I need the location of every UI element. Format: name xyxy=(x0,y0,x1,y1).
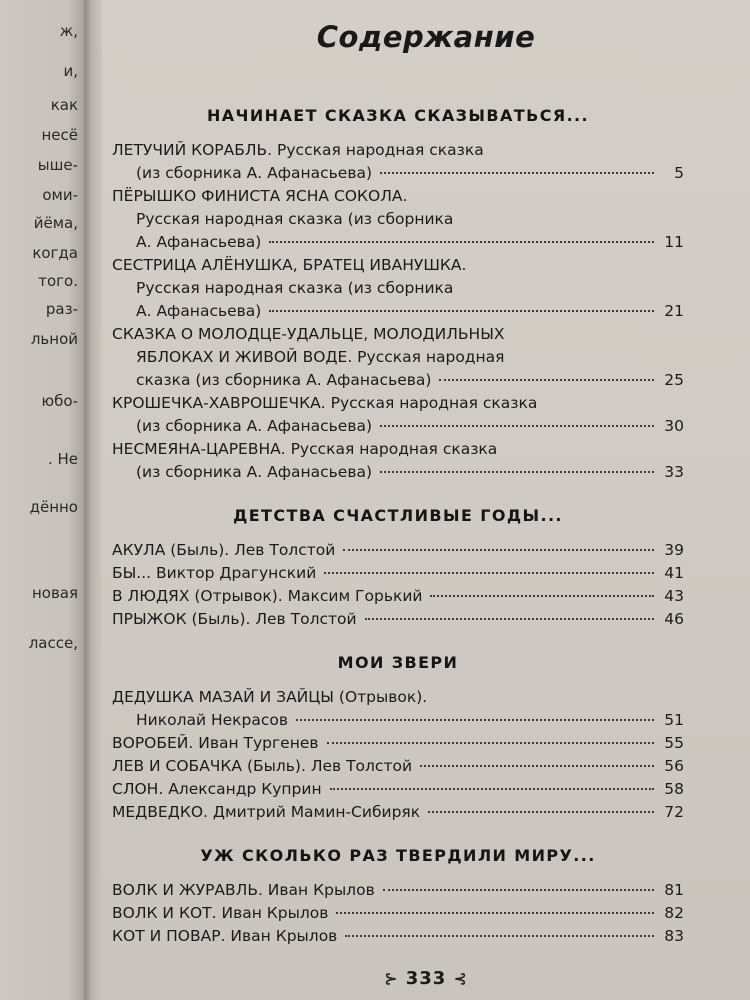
entry-last-line xyxy=(112,300,684,323)
toc-entry[interactable] xyxy=(112,801,684,824)
entry-page-number: 72 xyxy=(664,803,684,821)
toc-entry[interactable] xyxy=(112,323,684,392)
page-title: Содержание xyxy=(316,20,536,54)
previous-page-text-fragment: когда xyxy=(32,244,78,262)
dot-leader xyxy=(380,172,654,174)
entry-title-line: БЫ... Виктор Драгунский xyxy=(112,564,317,582)
toc-section xyxy=(112,106,684,484)
entry-title-line: Николай Некрасов xyxy=(136,711,289,729)
entry-page-number: 41 xyxy=(664,564,684,582)
previous-page-text-fragment: новая xyxy=(31,584,78,602)
toc-section xyxy=(112,653,684,824)
entry-page-number: 39 xyxy=(664,541,684,559)
dot-leader xyxy=(343,549,654,551)
entry-title-line: ВОЛК И КОТ. Иван Крылов xyxy=(112,904,329,922)
entry-page-number: 11 xyxy=(664,233,684,251)
previous-page-text-fragment: ж, xyxy=(59,22,78,40)
entry-last-line xyxy=(112,902,684,925)
previous-page-text-fragment: оми- xyxy=(42,186,78,204)
toc-entry[interactable] xyxy=(112,902,684,925)
toc-entry[interactable] xyxy=(112,778,684,801)
entry-page-number: 81 xyxy=(664,881,684,899)
entry-last-line xyxy=(112,585,684,608)
dot-leader xyxy=(296,719,654,721)
entry-page-number: 56 xyxy=(664,757,684,775)
dot-leader xyxy=(380,471,654,473)
entry-title-line: ПРЫЖОК (Быль). Лев Толстой xyxy=(112,610,357,628)
previous-page-text-fragment: льной xyxy=(30,330,78,348)
previous-page-edge xyxy=(0,0,84,1000)
previous-page-text-fragment: как xyxy=(50,96,78,114)
contents-page xyxy=(102,0,750,1000)
entry-last-line xyxy=(112,732,684,755)
section-heading: НАЧИНАЕТ СКАЗКА СКАЗЫВАТЬСЯ... xyxy=(206,106,589,125)
dot-leader xyxy=(330,788,654,790)
page-number-value: 333 xyxy=(405,968,447,989)
dot-leader xyxy=(345,935,654,937)
previous-page-text-fragment: несё xyxy=(41,126,78,144)
entry-title-line: Русская народная сказка (из сборника xyxy=(136,210,454,228)
entry-page-number: 55 xyxy=(664,734,684,752)
dot-leader xyxy=(428,811,654,813)
entry-last-line xyxy=(112,231,684,254)
entry-page-number: 21 xyxy=(664,302,684,320)
dot-leader xyxy=(327,742,654,744)
dot-leader xyxy=(269,241,654,243)
toc-entry[interactable] xyxy=(112,392,684,438)
entry-title-line: ЛЕТУЧИЙ КОРАБЛЬ. Русская народная сказка xyxy=(112,141,484,159)
left-ornament-icon: ⊱ xyxy=(384,969,399,988)
dot-leader xyxy=(439,379,654,381)
entry-page-number: 33 xyxy=(664,463,684,481)
toc-entry[interactable] xyxy=(112,686,684,732)
toc-entry[interactable] xyxy=(112,879,684,902)
dot-leader xyxy=(380,425,654,427)
entry-title-line: (из сборника А. Афанасьева) xyxy=(136,164,373,182)
entry-title-line: сказка (из сборника А. Афанасьева) xyxy=(136,371,432,389)
entry-title-line: В ЛЮДЯХ (Отрывок). Максим Горький xyxy=(112,587,423,605)
toc-entry[interactable] xyxy=(112,562,684,585)
entry-page-number: 30 xyxy=(664,417,684,435)
entry-title-line: МЕДВЕДКО. Дмитрий Мамин-Сибиряк xyxy=(112,803,421,821)
section-heading: ДЕТСТВА СЧАСТЛИВЫЕ ГОДЫ... xyxy=(233,506,563,525)
entry-title-line: ВОЛК И ЖУРАВЛЬ. Иван Крылов xyxy=(112,881,375,899)
dot-leader xyxy=(324,572,654,574)
toc-entry[interactable] xyxy=(112,732,684,755)
entry-last-line xyxy=(112,801,684,824)
entry-last-line xyxy=(112,755,684,778)
section-heading: УЖ СКОЛЬКО РАЗ ТВЕРДИЛИ МИРУ... xyxy=(200,846,596,865)
entry-last-line xyxy=(112,539,684,562)
dot-leader xyxy=(430,595,654,597)
entry-page-number: 83 xyxy=(664,927,684,945)
entry-page-number: 51 xyxy=(664,711,684,729)
previous-page-text-fragment: лассе, xyxy=(28,634,78,652)
entry-title-line: (из сборника А. Афанасьева) xyxy=(136,417,373,435)
entry-last-line xyxy=(112,925,684,948)
entry-title-line: А. Афанасьева) xyxy=(136,233,262,251)
dot-leader xyxy=(336,912,654,914)
entry-title-line: НЕСМЕЯНА-ЦАРЕВНА. Русская народная сказка xyxy=(112,440,498,458)
toc-entry[interactable] xyxy=(112,438,684,484)
toc-entry[interactable] xyxy=(112,585,684,608)
entry-page-number: 46 xyxy=(664,610,684,628)
toc-section xyxy=(112,506,684,631)
previous-page-text-fragment: раз- xyxy=(45,300,78,318)
entry-last-line xyxy=(112,415,684,438)
entry-page-number: 43 xyxy=(664,587,684,605)
entry-last-line xyxy=(112,778,684,801)
dot-leader xyxy=(269,310,654,312)
dot-leader xyxy=(383,889,654,891)
entry-title-line: ЛЕВ И СОБАЧКА (Быль). Лев Толстой xyxy=(112,757,413,775)
entry-page-number: 58 xyxy=(664,780,684,798)
previous-page-text-fragment: юбо- xyxy=(41,392,78,410)
entry-title-line: ВОРОБЕЙ. Иван Тургенев xyxy=(112,734,319,752)
toc-entry[interactable] xyxy=(112,755,684,778)
book-gutter xyxy=(84,0,102,1000)
entry-page-number: 82 xyxy=(664,904,684,922)
entry-last-line xyxy=(112,461,684,484)
dot-leader xyxy=(420,765,654,767)
dot-leader xyxy=(365,618,654,620)
table-of-contents xyxy=(112,106,684,970)
entry-last-line xyxy=(112,562,684,585)
page-number xyxy=(102,968,750,989)
entry-title-line: СЕСТРИЦА АЛЁНУШКА, БРАТЕЦ ИВАНУШКА. xyxy=(112,256,467,274)
previous-page-text-fragment: дённо xyxy=(29,498,78,516)
previous-page-text-fragment: того. xyxy=(38,272,78,290)
section-heading: МОИ ЗВЕРИ xyxy=(337,653,459,672)
toc-entry[interactable] xyxy=(112,254,684,323)
entry-last-line xyxy=(112,709,684,732)
toc-entry[interactable] xyxy=(112,608,684,631)
entry-title-line: ЯБЛОКАХ И ЖИВОЙ ВОДЕ. Русская народная xyxy=(136,348,505,366)
previous-page-text-fragment: и, xyxy=(63,62,78,80)
entry-title-line: КОТ И ПОВАР. Иван Крылов xyxy=(112,927,338,945)
entry-last-line xyxy=(112,608,684,631)
entry-title-line: СКАЗКА О МОЛОДЦЕ-УДАЛЬЦЕ, МОЛОДИЛЬНЫХ xyxy=(112,325,505,343)
entry-title-line: ДЕДУШКА МАЗАЙ И ЗАЙЦЫ (Отрывок). xyxy=(112,688,428,706)
entry-last-line xyxy=(112,369,684,392)
toc-entry[interactable] xyxy=(112,185,684,254)
toc-section xyxy=(112,846,684,948)
entry-page-number: 25 xyxy=(664,371,684,389)
entry-page-number: 5 xyxy=(674,164,684,182)
previous-page-text-fragment: . Не xyxy=(47,450,78,468)
toc-entry[interactable] xyxy=(112,539,684,562)
toc-entry[interactable] xyxy=(112,139,684,185)
right-ornament-icon: ⊰ xyxy=(453,969,468,988)
entry-title-line: КРОШЕЧКА-ХАВРОШЕЧКА. Русская народная сказка xyxy=(112,394,538,412)
toc-entry[interactable] xyxy=(112,925,684,948)
previous-page-text-fragment: йёма, xyxy=(33,214,78,232)
entry-title-line: АКУЛА (Быль). Лев Толстой xyxy=(112,541,336,559)
entry-last-line xyxy=(112,162,684,185)
entry-title-line: СЛОН. Александр Куприн xyxy=(112,780,322,798)
entry-last-line xyxy=(112,879,684,902)
entry-title-line: Русская народная сказка (из сборника xyxy=(136,279,454,297)
entry-title-line: (из сборника А. Афанасьева) xyxy=(136,463,373,481)
previous-page-text-fragment: ыше- xyxy=(37,156,78,174)
entry-title-line: А. Афанасьева) xyxy=(136,302,262,320)
entry-title-line: ПЁРЫШКО ФИНИСТА ЯСНА СОКОЛА. xyxy=(112,187,408,205)
